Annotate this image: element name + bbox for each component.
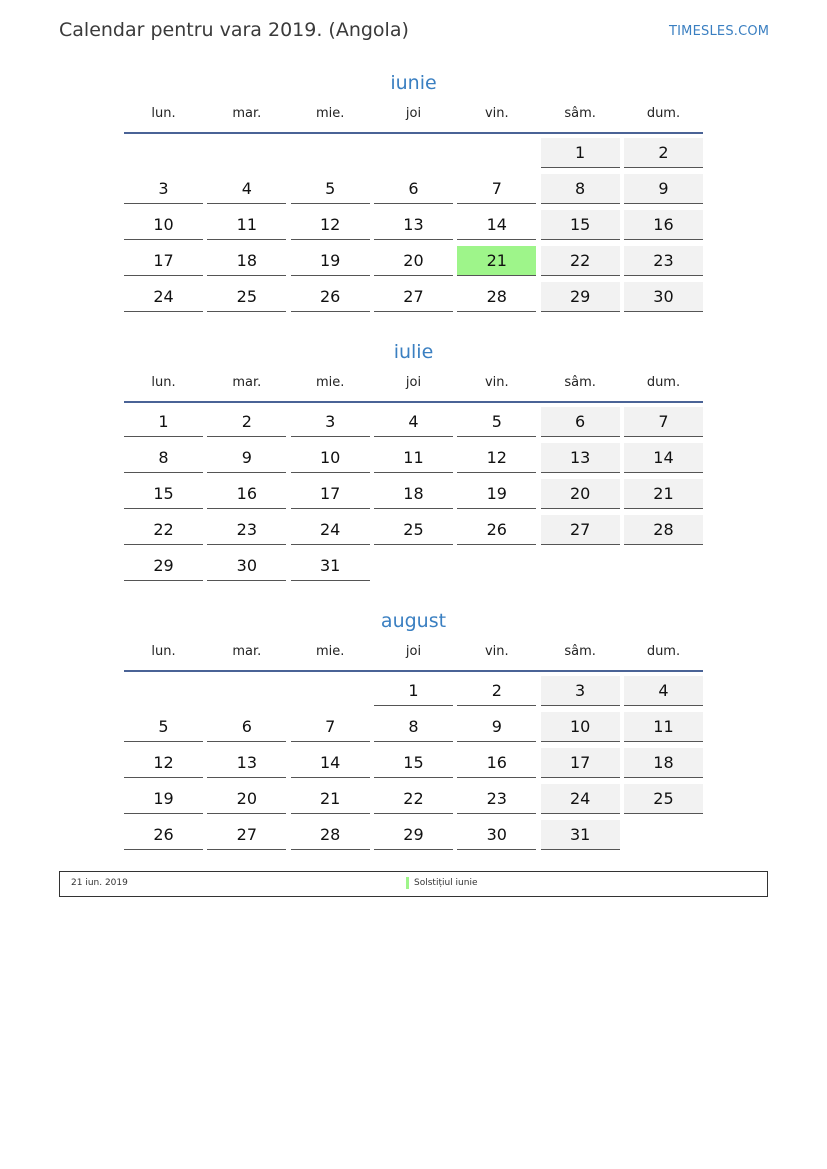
day-cell: 21 (291, 784, 370, 814)
day-cell: 13 (541, 443, 620, 473)
day-cell: 29 (374, 820, 453, 850)
day-cell: 28 (291, 820, 370, 850)
day-cell: 7 (457, 174, 536, 204)
day-cell: 25 (207, 282, 286, 312)
weekday-label: sâm. (564, 374, 596, 390)
header-rule (124, 670, 703, 672)
day-cell: 30 (457, 820, 536, 850)
day-cell: 20 (207, 784, 286, 814)
day-grid (124, 407, 703, 581)
day-cell: 23 (457, 784, 536, 814)
empty-cell (291, 676, 370, 706)
day-cell: 8 (374, 712, 453, 742)
day-cell: 15 (124, 479, 203, 509)
day-cell: 6 (541, 407, 620, 437)
day-cell: 14 (624, 443, 703, 473)
day-cell: 2 (624, 138, 703, 168)
day-cell: 10 (124, 210, 203, 240)
day-cell: 26 (457, 515, 536, 545)
day-cell: 31 (541, 820, 620, 850)
day-cell: 12 (291, 210, 370, 240)
day-cell: 26 (291, 282, 370, 312)
weekday-label: vin. (484, 105, 509, 121)
empty-cell (124, 676, 203, 706)
empty-cell (374, 551, 453, 581)
day-cell: 30 (207, 551, 286, 581)
day-cell: 23 (624, 246, 703, 276)
day-cell: 27 (541, 515, 620, 545)
day-cell: 17 (291, 479, 370, 509)
day-cell: 12 (457, 443, 536, 473)
weekday-label: dum. (646, 105, 681, 121)
empty-cell (374, 138, 453, 168)
day-cell: 1 (124, 407, 203, 437)
weekday-label: joi (405, 105, 422, 121)
day-cell: 1 (541, 138, 620, 168)
day-cell: 14 (457, 210, 536, 240)
day-cell: 9 (624, 174, 703, 204)
day-cell: 16 (457, 748, 536, 778)
day-cell: 19 (457, 479, 536, 509)
day-cell: 29 (124, 551, 203, 581)
day-cell: 16 (207, 479, 286, 509)
day-cell: 29 (541, 282, 620, 312)
day-cell: 17 (124, 246, 203, 276)
day-cell: 10 (541, 712, 620, 742)
day-grid (124, 676, 703, 850)
empty-cell (457, 551, 536, 581)
day-cell: 9 (207, 443, 286, 473)
holiday-legend (59, 871, 768, 897)
weekday-label: mar. (232, 105, 262, 121)
legend-event: Solstițiul iunie (414, 878, 478, 888)
day-cell: 4 (207, 174, 286, 204)
day-cell: 18 (624, 748, 703, 778)
day-cell: 7 (291, 712, 370, 742)
empty-cell (624, 820, 703, 850)
day-cell: 15 (374, 748, 453, 778)
day-cell: 31 (291, 551, 370, 581)
weekday-label: mie. (315, 105, 345, 121)
month-name: iunie (390, 72, 437, 94)
weekday-label: vin. (484, 374, 509, 390)
day-cell: 10 (291, 443, 370, 473)
day-cell: 11 (624, 712, 703, 742)
weekday-header (124, 367, 703, 397)
page-title: Calendar pentru vara 2019. (Angola) (59, 19, 409, 41)
day-cell: 15 (541, 210, 620, 240)
month-name: august (380, 610, 447, 632)
month-august (124, 606, 703, 850)
weekday-header (124, 636, 703, 666)
weekday-label: lun. (151, 643, 176, 659)
day-cell: 3 (124, 174, 203, 204)
empty-cell (291, 138, 370, 168)
weekday-label: sâm. (564, 643, 596, 659)
day-cell: 3 (291, 407, 370, 437)
day-cell: 22 (541, 246, 620, 276)
day-cell: 28 (457, 282, 536, 312)
day-cell: 24 (541, 784, 620, 814)
month-june (124, 68, 703, 312)
holiday-color-swatch (406, 877, 409, 889)
weekday-label: joi (405, 374, 422, 390)
day-cell: 13 (374, 210, 453, 240)
day-cell: 5 (124, 712, 203, 742)
day-cell: 23 (207, 515, 286, 545)
day-cell: 13 (207, 748, 286, 778)
weekday-header (124, 98, 703, 128)
weekday-label: lun. (151, 105, 176, 121)
empty-cell (624, 551, 703, 581)
weekday-label: dum. (646, 374, 681, 390)
day-cell: 19 (291, 246, 370, 276)
legend-date: 21 iun. 2019 (71, 878, 128, 888)
month-name: iulie (393, 341, 434, 363)
day-cell: 5 (291, 174, 370, 204)
day-cell: 21 (624, 479, 703, 509)
weekday-label: mar. (232, 643, 262, 659)
day-cell: 22 (374, 784, 453, 814)
day-cell: 12 (124, 748, 203, 778)
weekday-label: dum. (646, 643, 681, 659)
day-cell: 2 (457, 676, 536, 706)
day-cell: 14 (291, 748, 370, 778)
day-cell: 18 (207, 246, 286, 276)
day-cell: 2 (207, 407, 286, 437)
empty-cell (207, 676, 286, 706)
weekday-label: lun. (151, 374, 176, 390)
day-cell: 7 (624, 407, 703, 437)
day-cell: 22 (124, 515, 203, 545)
empty-cell (541, 551, 620, 581)
day-cell: 24 (124, 282, 203, 312)
day-cell: 17 (541, 748, 620, 778)
month-july (124, 337, 703, 581)
day-cell: 25 (374, 515, 453, 545)
weekday-label: sâm. (564, 105, 596, 121)
day-cell: 6 (374, 174, 453, 204)
empty-cell (207, 138, 286, 168)
day-cell: 16 (624, 210, 703, 240)
day-cell: 9 (457, 712, 536, 742)
day-cell: 8 (124, 443, 203, 473)
day-cell: 20 (541, 479, 620, 509)
weekday-label: mie. (315, 374, 345, 390)
day-cell: 11 (374, 443, 453, 473)
day-cell: 1 (374, 676, 453, 706)
day-cell: 26 (124, 820, 203, 850)
day-cell: 11 (207, 210, 286, 240)
day-cell: 8 (541, 174, 620, 204)
day-cell: 5 (457, 407, 536, 437)
day-cell: 3 (541, 676, 620, 706)
weekday-label: joi (405, 643, 422, 659)
day-cell: 30 (624, 282, 703, 312)
day-cell: 25 (624, 784, 703, 814)
day-grid (124, 138, 703, 312)
day-cell: 6 (207, 712, 286, 742)
day-cell: 20 (374, 246, 453, 276)
site-link[interactable]: TIMESLES.COM (669, 24, 770, 39)
weekday-label: vin. (484, 643, 509, 659)
day-cell: 27 (374, 282, 453, 312)
header-rule (124, 401, 703, 403)
weekday-label: mar. (232, 374, 262, 390)
empty-cell (124, 138, 203, 168)
day-cell: 27 (207, 820, 286, 850)
weekday-label: mie. (315, 643, 345, 659)
day-cell: 24 (291, 515, 370, 545)
day-cell: 18 (374, 479, 453, 509)
header-rule (124, 132, 703, 134)
day-cell: 19 (124, 784, 203, 814)
empty-cell (457, 138, 536, 168)
holiday-day-cell: 21 (457, 246, 536, 276)
day-cell: 28 (624, 515, 703, 545)
day-cell: 4 (624, 676, 703, 706)
day-cell: 4 (374, 407, 453, 437)
